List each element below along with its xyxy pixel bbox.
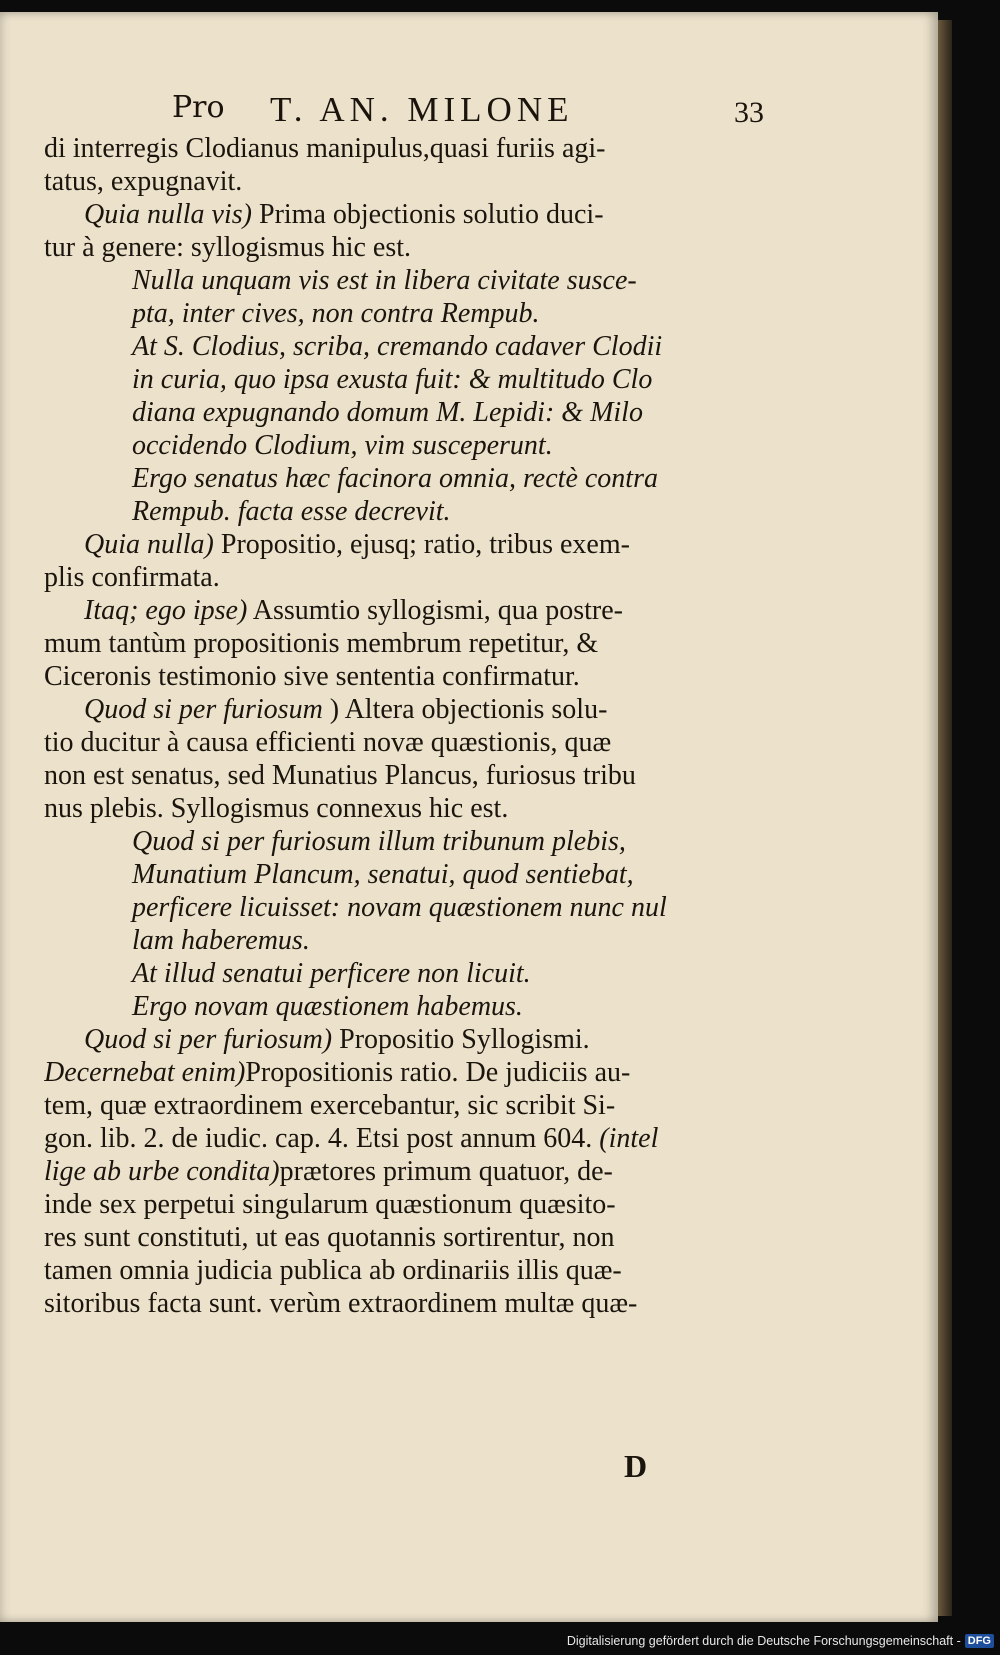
text-line bbox=[44, 1155, 764, 1188]
text-line bbox=[44, 1056, 764, 1089]
roman-text: Propositionis ratio. De judiciis au- bbox=[245, 1057, 631, 1088]
footer-credit bbox=[567, 1630, 994, 1652]
text-line bbox=[44, 429, 764, 462]
page-edge bbox=[938, 20, 952, 1616]
italic-text: Quia nulla) bbox=[84, 529, 214, 560]
italic-text: At illud senatui perficere non licuit. bbox=[132, 958, 531, 989]
italic-text: Rempub. facta esse decrevit. bbox=[132, 496, 451, 527]
italic-text: in curia, quo ipsa exusta fuit: & multitudo Clo bbox=[132, 364, 653, 395]
italic-text: Decernebat enim) bbox=[44, 1057, 246, 1088]
text-line bbox=[44, 198, 764, 231]
footer-text: Digitalisierung gefördert durch die Deutsche Forschungsgemeinschaft - bbox=[566, 1634, 961, 1648]
text-line bbox=[44, 924, 764, 957]
dfg-logo: DFG bbox=[965, 1634, 994, 1648]
text-line bbox=[44, 330, 764, 363]
text-line bbox=[44, 627, 764, 660]
roman-text: nus plebis. Syllogismus connexus hic est. bbox=[44, 793, 509, 824]
roman-text: res sunt constituti, ut eas quotannis sortirentur, non bbox=[44, 1222, 615, 1253]
text-line bbox=[44, 561, 764, 594]
text-line bbox=[44, 495, 764, 528]
roman-text: Ciceronis testimonio sive sententia confirmatur. bbox=[44, 661, 580, 692]
text-line bbox=[44, 1089, 764, 1122]
text-line bbox=[44, 528, 764, 561]
page-number: 33 bbox=[734, 96, 764, 129]
italic-text: At S. Clodius, scriba, cremando cadaver Clodii bbox=[132, 331, 663, 362]
text-line bbox=[44, 792, 764, 825]
signature-mark: D bbox=[624, 1448, 648, 1484]
italic-text: Ergo novam quæstionem habemus. bbox=[132, 991, 523, 1022]
text-line bbox=[44, 957, 764, 990]
text-line bbox=[44, 1221, 764, 1254]
text-line bbox=[44, 825, 764, 858]
italic-text: Quod si per furiosum) bbox=[84, 1024, 333, 1055]
text-line bbox=[44, 594, 764, 627]
roman-text: ) Altera objectionis solu- bbox=[322, 694, 608, 725]
text-line bbox=[44, 231, 764, 264]
text-line bbox=[44, 132, 764, 165]
text-line bbox=[44, 858, 764, 891]
text-line bbox=[44, 1023, 764, 1056]
text-line bbox=[44, 693, 764, 726]
roman-text: plis confirmata. bbox=[44, 562, 220, 593]
text-line bbox=[44, 1287, 764, 1320]
roman-text: tur à genere: syllogismus hic est. bbox=[44, 232, 412, 263]
italic-text: Itaq; ego ipse) bbox=[84, 595, 248, 626]
italic-text: Ergo senatus hæc facinora omnia, rectè contra bbox=[132, 463, 658, 494]
text-line bbox=[44, 759, 764, 792]
roman-text: prætores primum quatuor, de- bbox=[279, 1156, 613, 1187]
roman-text: tatus, expugnavit. bbox=[44, 166, 243, 197]
italic-text: lige ab urbe condita) bbox=[44, 1156, 280, 1187]
roman-text: tamen omnia judicia publica ab ordinariis illis quæ- bbox=[44, 1255, 622, 1286]
header-title: T. AN. MILONE bbox=[270, 90, 574, 129]
roman-text: tem, quæ extraordinem exercebantur, sic scribit Si- bbox=[44, 1090, 616, 1121]
roman-text: inde sex perpetui singularum quæstionum quæsito- bbox=[44, 1189, 616, 1220]
text-line bbox=[44, 264, 764, 297]
text-line bbox=[44, 1254, 764, 1287]
header-left: Pro bbox=[172, 90, 225, 125]
roman-text: Propositio Syllogismi. bbox=[332, 1024, 590, 1055]
text-line bbox=[44, 462, 764, 495]
italic-text: Munatium Plancum, senatui, quod sentiebat, bbox=[132, 859, 634, 890]
text-line bbox=[44, 726, 764, 759]
text-line bbox=[44, 363, 764, 396]
italic-text: pta, inter cives, non contra Rempub. bbox=[132, 298, 540, 329]
italic-text: lam haberemus. bbox=[132, 925, 310, 956]
roman-text: Propositio, ejusq; ratio, tribus exem- bbox=[213, 529, 630, 560]
text-line bbox=[44, 396, 764, 429]
italic-text: perficere licuisset: novam quæstionem nunc nul bbox=[132, 892, 667, 923]
book-page bbox=[0, 12, 938, 1622]
roman-text: mum tantùm propositionis membrum repetitur, & bbox=[44, 628, 599, 659]
text-line bbox=[44, 297, 764, 330]
roman-text: non est senatus, sed Munatius Plancus, furiosus tribu bbox=[44, 760, 636, 791]
text-line bbox=[44, 990, 764, 1023]
body-text bbox=[44, 132, 764, 1320]
roman-text: sitoribus facta sunt. verùm extraordinem multæ quæ- bbox=[44, 1288, 638, 1319]
italic-text: (intel bbox=[599, 1123, 659, 1154]
italic-text: Quia nulla vis) bbox=[84, 199, 252, 230]
italic-text: Quod si per furiosum bbox=[84, 694, 323, 725]
text-line bbox=[44, 1122, 764, 1155]
italic-text: Quod si per furiosum illum tribunum plebis, bbox=[132, 826, 626, 857]
italic-text: Nulla unquam vis est in libera civitate susce- bbox=[132, 265, 637, 296]
roman-text: Assumtio syllogismi, qua postre- bbox=[247, 595, 623, 626]
roman-text: tio ducitur à causa efficienti novæ quæstionis, quæ bbox=[44, 727, 612, 758]
roman-text: Prima objectionis solutio duci- bbox=[252, 199, 604, 230]
roman-text: gon. lib. 2. de iudic. cap. 4. Etsi post annum 604. bbox=[44, 1123, 600, 1154]
text-line bbox=[44, 1188, 764, 1221]
text-line bbox=[44, 891, 764, 924]
text-line bbox=[44, 660, 764, 693]
text-line bbox=[44, 165, 764, 198]
italic-text: diana expugnando domum M. Lepidi: & Milo bbox=[132, 397, 643, 428]
italic-text: occidendo Clodium, vim susceperunt. bbox=[132, 430, 553, 461]
roman-text: di interregis Clodianus manipulus,quasi furiis agi- bbox=[44, 133, 606, 164]
